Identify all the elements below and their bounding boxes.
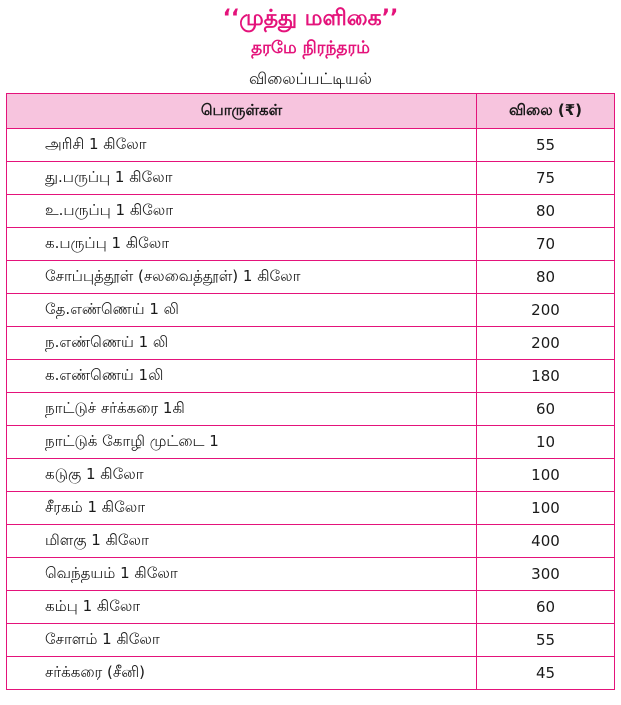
- table-row: [7, 261, 615, 294]
- item-price-cell: 70: [477, 228, 615, 261]
- item-name-cell: நாட்டுச் சர்க்கரை 1கி: [7, 393, 477, 426]
- item-name-cell: சோளம் 1 கிலோ: [7, 624, 477, 657]
- table-row: [7, 459, 615, 492]
- item-name-cell: நாட்டுக் கோழி முட்டை 1: [7, 426, 477, 459]
- item-price-cell: 200: [477, 294, 615, 327]
- table-row: [7, 525, 615, 558]
- item-name-cell: க.எண்ணெய் 1லி: [7, 360, 477, 393]
- table-row: [7, 228, 615, 261]
- table-header-row: [7, 94, 615, 129]
- table-row: [7, 558, 615, 591]
- shop-tagline: தரமே நிரந்தரம்: [251, 38, 370, 58]
- item-price-cell: 55: [477, 129, 615, 162]
- item-price-cell: 180: [477, 360, 615, 393]
- shop-name: ‘‘முத்து மளிகை’’: [222, 6, 399, 31]
- table-row: [7, 426, 615, 459]
- item-price-cell: 60: [477, 393, 615, 426]
- column-header-items: பொருள்கள்: [7, 94, 477, 129]
- item-price-cell: 400: [477, 525, 615, 558]
- item-name-cell: கடுகு 1 கிலோ: [7, 459, 477, 492]
- table-row: [7, 393, 615, 426]
- table-row: [7, 657, 615, 690]
- item-price-cell: 60: [477, 591, 615, 624]
- item-name-cell: வெந்தயம் 1 கிலோ: [7, 558, 477, 591]
- table-body: [7, 129, 615, 690]
- item-name-cell: கம்பு 1 கிலோ: [7, 591, 477, 624]
- item-price-cell: 45: [477, 657, 615, 690]
- table-row: [7, 624, 615, 657]
- table-row: [7, 195, 615, 228]
- item-name-cell: க.பருப்பு 1 கிலோ: [7, 228, 477, 261]
- item-name-cell: சோப்புத்தூள் (சலவைத்தூள்) 1 கிலோ: [7, 261, 477, 294]
- column-header-price: விலை (₹): [477, 94, 615, 129]
- table-row: [7, 294, 615, 327]
- price-table: [6, 93, 615, 690]
- item-price-cell: 80: [477, 261, 615, 294]
- table-row: [7, 360, 615, 393]
- item-price-cell: 100: [477, 492, 615, 525]
- item-name-cell: து.பருப்பு 1 கிலோ: [7, 162, 477, 195]
- item-price-cell: 55: [477, 624, 615, 657]
- item-name-cell: மிளகு 1 கிலோ: [7, 525, 477, 558]
- table-header: [7, 94, 615, 129]
- item-price-cell: 300: [477, 558, 615, 591]
- table-row: [7, 129, 615, 162]
- price-list-title: விலைப்பட்டியல்: [249, 69, 372, 88]
- item-price-cell: 200: [477, 327, 615, 360]
- table-row: [7, 162, 615, 195]
- item-name-cell: ந.எண்ணெய் 1 லி: [7, 327, 477, 360]
- table-row: [7, 492, 615, 525]
- item-price-cell: 75: [477, 162, 615, 195]
- item-name-cell: சர்க்கரை (சீனி): [7, 657, 477, 690]
- item-price-cell: 10: [477, 426, 615, 459]
- item-name-cell: உ.பருப்பு 1 கிலோ: [7, 195, 477, 228]
- table-row: [7, 591, 615, 624]
- item-name-cell: அரிசி 1 கிலோ: [7, 129, 477, 162]
- item-name-cell: தே.எண்ணெய் 1 லி: [7, 294, 477, 327]
- table-row: [7, 327, 615, 360]
- item-price-cell: 100: [477, 459, 615, 492]
- item-name-cell: சீரகம் 1 கிலோ: [7, 492, 477, 525]
- item-price-cell: 80: [477, 195, 615, 228]
